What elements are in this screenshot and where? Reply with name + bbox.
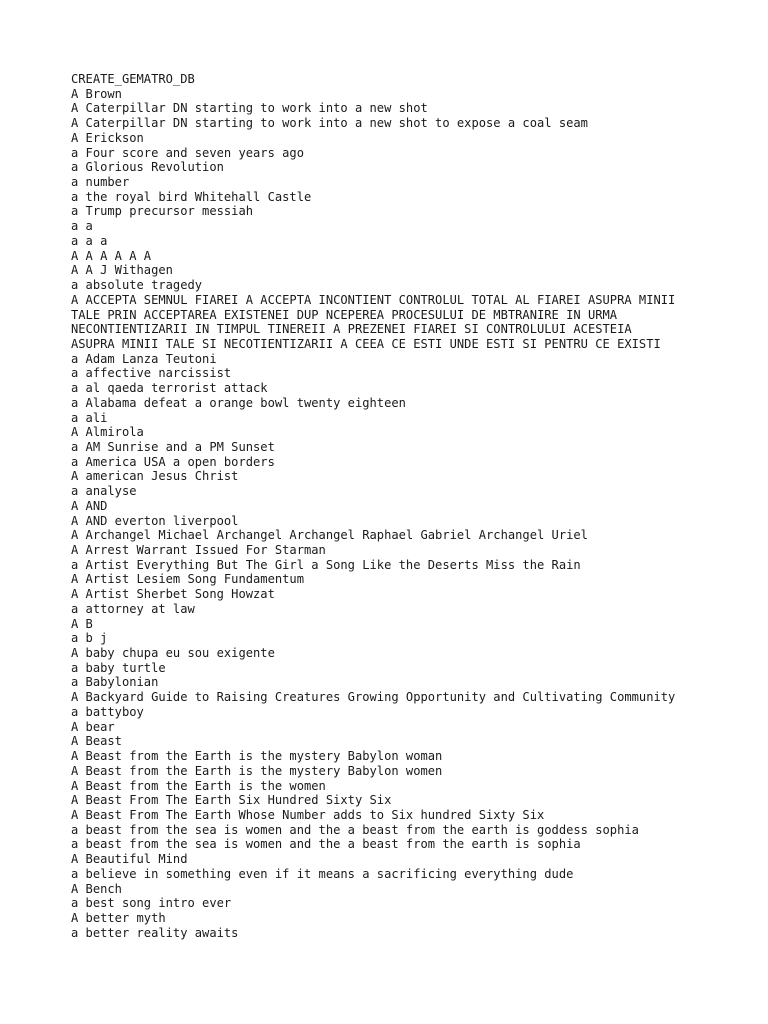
text-line: a ali (71, 410, 108, 425)
text-line: a Babylonian (71, 675, 159, 690)
document-heading: CREATE_GEMATRO_DB (71, 72, 195, 86)
text-line: A Beast (71, 734, 122, 749)
text-line: a a a (71, 233, 108, 248)
text-line: a analyse (71, 484, 137, 499)
text-line: a best song intro ever (71, 896, 232, 911)
text-line: a Adam Lanza Teutoni (71, 351, 217, 366)
text-line: A AND (71, 498, 108, 513)
text-line: a number (71, 175, 130, 190)
document-page (71, 72, 748, 940)
text-line: A Archangel Michael Archangel Archangel Raphael Gabriel Archangel Uriel (71, 528, 588, 543)
text-line: NECONTIENTIZARII IN TIMPUL TINEREII A PREZENEI FIAREI SI CONTROLULUI ACESTEIA (71, 322, 632, 337)
text-line: a a (71, 219, 93, 234)
text-line: A Erickson (71, 130, 144, 145)
text-line: A Caterpillar DN starting to work into a new shot to expose a coal seam (71, 116, 588, 131)
text-line: A Brown (71, 86, 122, 101)
text-line: A Caterpillar DN starting to work into a new shot (71, 101, 428, 116)
text-line: TALE PRIN ACCEPTAREA EXISTENEI DUP NCEPEREA PROCESULUI DE MBTRANIRE IN URMA (71, 307, 618, 322)
text-line: A ACCEPTA SEMNUL FIAREI A ACCEPTA INCONTIENT CONTROLUL TOTAL AL FIAREI ASUPRA MINII (71, 292, 676, 307)
text-line: A Almirola (71, 425, 144, 440)
text-line: a Trump precursor messiah (71, 204, 254, 219)
text-line: A Beast from the Earth is the mystery Babylon woman (71, 749, 443, 764)
text-line: A Beautiful Mind (71, 852, 188, 867)
text-line: A Arrest Warrant Issued For Starman (71, 543, 326, 557)
text-line: A better myth (71, 910, 166, 925)
text-line: A baby chupa eu sou exigente (71, 646, 275, 661)
text-line: a affective narcissist (71, 366, 232, 381)
text-line: ASUPRA MINII TALE SI NECOTIENTIZARII A CEEA CE ESTI UNDE ESTI SI PENTRU CE EXISTI (71, 336, 661, 351)
text-line: a battyboy (71, 704, 144, 719)
text-line: A Artist Lesiem Song Fundamentum (71, 572, 304, 587)
text-line: A Beast From The Earth Whose Number adds to Six hundred Sixty Six (71, 807, 545, 822)
text-line: a Alabama defeat a orange bowl twenty eighteen (71, 395, 406, 410)
text-line: A Beast from the Earth is the mystery Babylon women (71, 763, 443, 778)
text-line: a AM Sunrise and a PM Sunset (71, 439, 275, 454)
text-line: a Glorious Revolution (71, 160, 224, 175)
text-line: A bear (71, 719, 115, 734)
text-line: a the royal bird Whitehall Castle (71, 189, 312, 204)
text-line: A Beast From The Earth Six Hundred Sixty Six (71, 793, 392, 808)
text-line: a beast from the sea is women and the a beast from the earth is goddess sophia (71, 822, 639, 837)
text-line: A Backyard Guide to Raising Creatures Growing Opportunity and Cultivating Community (71, 690, 676, 705)
text-line: a Artist Everything But The Girl a Song Like the Deserts Miss the Rain (71, 557, 581, 572)
text-line: a baby turtle (71, 660, 166, 675)
text-line: A AND everton liverpool (71, 513, 239, 528)
text-line: a better reality awaits (71, 925, 239, 940)
text-line: A B (71, 616, 93, 631)
text-line: a believe in something even if it means a sacrificing everything dude (71, 866, 574, 881)
text-line: A Artist Sherbet Song Howzat (71, 587, 275, 602)
text-line: a beast from the sea is women and the a beast from the earth is sophia (71, 837, 581, 852)
text-line: a al qaeda terrorist attack (71, 381, 268, 396)
text-line: A Bench (71, 881, 122, 896)
text-line: a b j (71, 631, 108, 646)
text-line: A Beast from the Earth is the women (71, 778, 326, 793)
text-line: A A A A A A (71, 248, 152, 263)
text-line: a Four score and seven years ago (71, 145, 304, 160)
text-line: a America USA a open borders (71, 454, 275, 469)
text-line: A american Jesus Christ (71, 469, 239, 484)
text-line: A A J Withagen (71, 263, 173, 278)
text-line: a attorney at law (71, 601, 195, 616)
text-line: a absolute tragedy (71, 278, 203, 293)
